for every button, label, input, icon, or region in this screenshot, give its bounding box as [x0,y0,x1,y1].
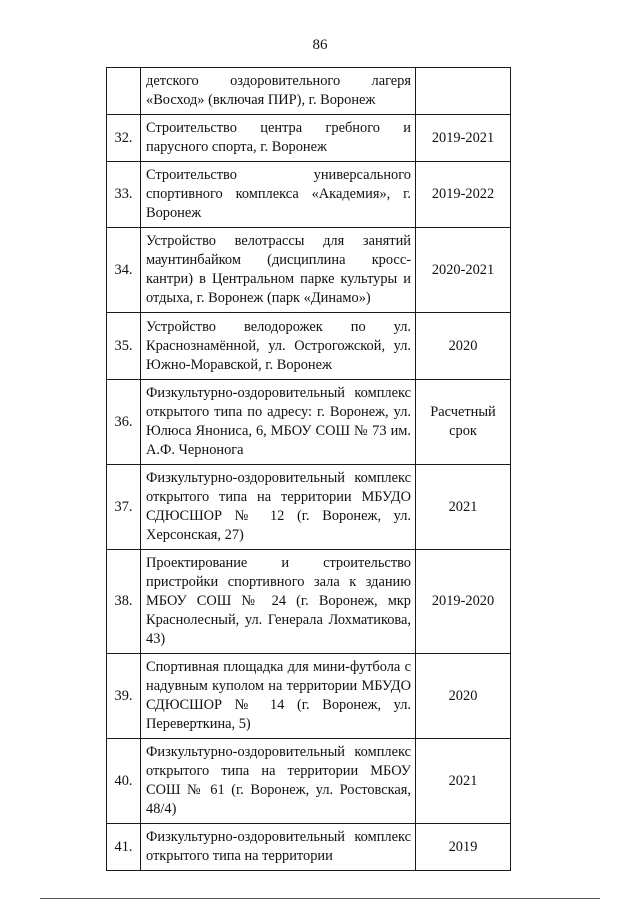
row-years: 2021 [416,739,511,824]
row-number: 33. [107,162,141,228]
table-row-continuation [107,68,511,115]
row-years: 2019 [416,824,511,871]
row-description: Физкультурно-оздоровительный комплекс открытого типа по адресу: г. Воронеж, ул. Юлюса Янониса, 6, МБОУ СОШ № 73 им. А.Ф. Чернонога [141,380,416,465]
row-number: 36. [107,380,141,465]
table-row [107,162,511,228]
row-number-cell [107,68,141,115]
page-bottom-divider [40,898,600,899]
table-row [107,739,511,824]
row-years [416,380,511,465]
row-years: 2021 [416,465,511,550]
row-number: 37. [107,465,141,550]
row-description: Строительство универсального спортивного комплекса «Академия», г. Воронеж [141,162,416,228]
row-number: 34. [107,228,141,313]
row-description: Физкультурно-оздоровительный комплекс открытого типа на территории МБУДО СДЮСШОР № 12 (г. Воронеж, ул. Херсонская, 27) [141,465,416,550]
table-row [107,313,511,380]
row-description: Строительство центра гребного и парусного спорта, г. Воронеж [141,115,416,162]
row-description: Физкультурно-оздоровительный комплекс открытого типа на территории МБОУ СОШ № 61 (г. Воронеж, ул. Ростовская, 48/4) [141,739,416,824]
table-row [107,380,511,465]
row-years: 2020 [416,654,511,739]
row-number: 39. [107,654,141,739]
table-row [107,228,511,313]
row-years: 2020-2021 [416,228,511,313]
page-number: 86 [312,37,328,53]
row-description: Устройство велодорожек по ул. Краснознамённой, ул. Острогожской, ул. Южно-Моравской, г. Воронеж [141,313,416,380]
row-number: 41. [107,824,141,871]
row-years [416,68,511,115]
projects-table [106,67,511,871]
row-years: 2019-2022 [416,162,511,228]
row-number: 38. [107,550,141,654]
row-description: детского оздоровительного лагеря «Восход» (включая ПИР), г. Воронеж [141,68,416,115]
row-description: Устройство велотрассы для занятий маунтинбайком (дисциплина кросс-кантри) в Центральном парке культуры и отдыха, г. Воронеж (парк «Динамо») [141,228,416,313]
row-years: 2020 [416,313,511,380]
row-number: 40. [107,739,141,824]
row-number: 35. [107,313,141,380]
table-row [107,465,511,550]
row-years: 2019-2020 [416,550,511,654]
row-number: 32. [107,115,141,162]
row-years-text: Расчетный срок [430,404,496,439]
table-row [107,550,511,654]
row-description: Физкультурно-оздоровительный комплекс открытого типа на территории [141,824,416,871]
table-row [107,824,511,871]
row-description: Спортивная площадка для мини-футбола с надувным куполом на территории МБУДО СДЮСШОР № 14 (г. Воронеж, ул. Переверткина, 5) [141,654,416,739]
row-years: 2019-2021 [416,115,511,162]
row-description: Проектирование и строительство пристройки спортивного зала к зданию МБОУ СОШ № 24 (г. Воронеж, мкр Краснолесный, ул. Генерала Лохматикова, 43) [141,550,416,654]
table-row [107,654,511,739]
table-row [107,115,511,162]
